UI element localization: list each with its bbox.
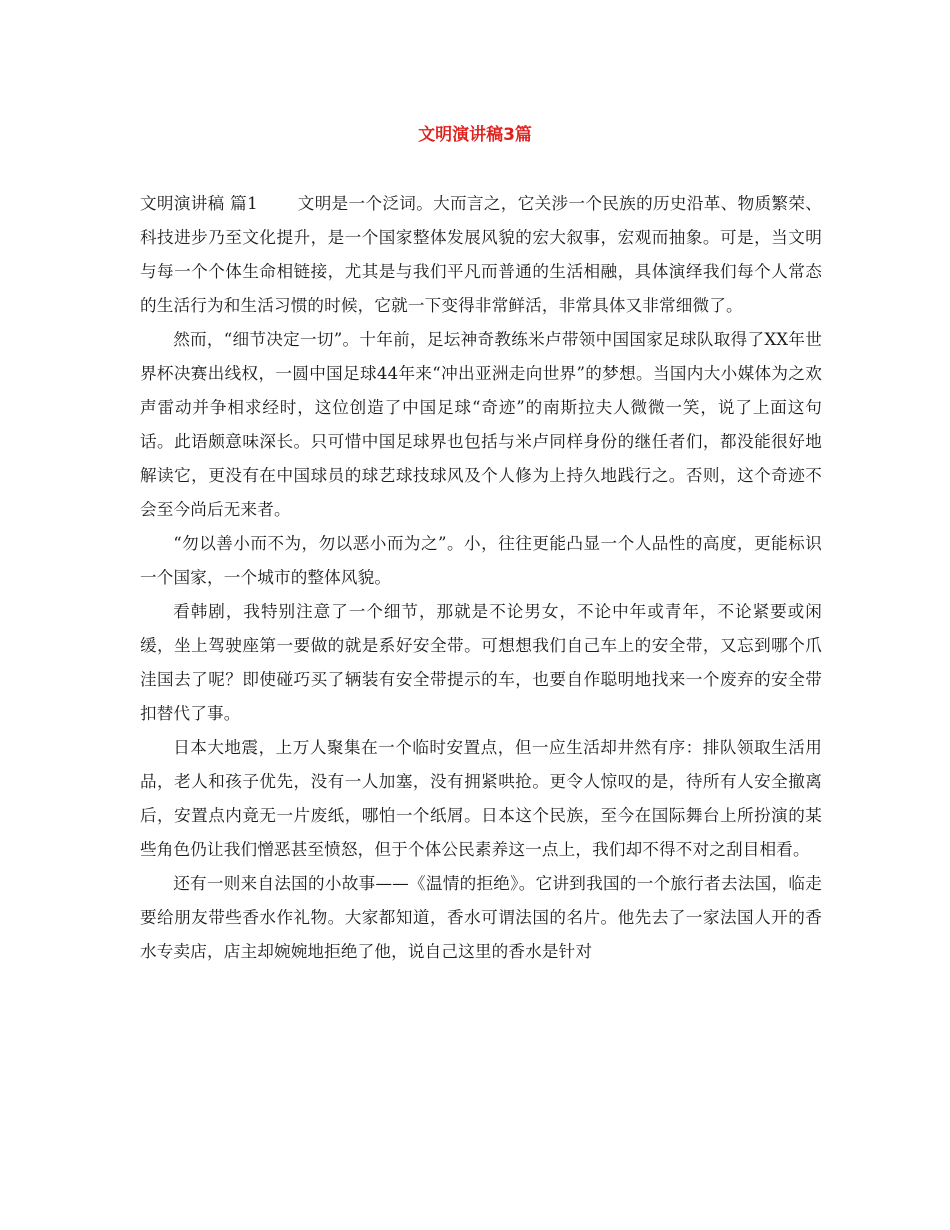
document-title: 文明演讲稿3篇 xyxy=(418,125,532,145)
paragraph-1 xyxy=(140,187,822,323)
paragraph-text: 文明是一个泛词。大而言之，它关涉一个民族的历史沿革、物质繁荣、科技进步乃至文化提升，是一个国家整体发展风貌的宏大叙事，宏观而抽象。可是，当文明与每一个个体生命相链接，尤其是与我们平凡而普通的生活相融，具体演绎我们每个人常态的生活行为和生活习惯的时候，它就一下变得非常鲜活，非常具体又非常细微了。 xyxy=(140,194,822,315)
document-body xyxy=(140,187,822,969)
paragraph-4: 看韩剧，我特别注意了一个细节，那就是不论男女，不论中年或青年，不论紧要或闲缓，坐上驾驶座第一要做的就是系好安全带。可想想我们自己车上的安全带，又忘到哪个爪洼国去了呢？即使碰巧买了辆装有安全带提示的车，也要自作聪明地找来一个废弃的安全带扣替代了事。 xyxy=(140,602,822,723)
section-label: 文明演讲稿 篇1 xyxy=(140,194,258,213)
paragraph-5: 日本大地震，上万人聚集在一个临时安置点，但一应生活却井然有序：排队领取生活用品，老人和孩子优先，没有一人加塞，没有拥紧哄抢。更令人惊叹的是，待所有人安全撤离后，安置点内竟无一片废纸，哪怕一个纸屑。日本这个民族，至今在国际舞台上所扮演的某些角色仍让我们憎恶甚至愤怒，但于个体公民素养这一点上，我们却不得不对之刮目相看。 xyxy=(140,738,822,859)
paragraph-2: 然而，“细节决定一切”。十年前，足坛神奇教练米卢带领中国国家足球队取得了XX年世界杯决赛出线权，一圆中国足球44年来“冲出亚洲走向世界”的梦想。当国内大小媒体为之欢声雷动并争相求经时，这位创造了中国足球“奇迹”的南斯拉夫人微微一笑，说了上面这句话。此语颇意味深长。只可惜中国足球界也包括与米卢同样身份的继任者们，都没能很好地解读它，更没有在中国球员的球艺球技球风及个人修为上持久地践行之。否则，这个奇迹不会至今尚后无来者。 xyxy=(140,330,822,519)
paragraph-6: 还有一则来自法国的小故事——《温情的拒绝》。它讲到我国的一个旅行者去法国，临走要给朋友带些香水作礼物。大家都知道，香水可谓法国的名片。他先去了一家法国人开的香水专卖店，店主却婉婉地拒绝了他，说自己这里的香水是针对 xyxy=(140,874,822,961)
paragraph-3: “勿以善小而不为，勿以恶小而为之”。小，往往更能凸显一个人品性的高度，更能标识一个国家，一个城市的整体风貌。 xyxy=(140,534,822,587)
